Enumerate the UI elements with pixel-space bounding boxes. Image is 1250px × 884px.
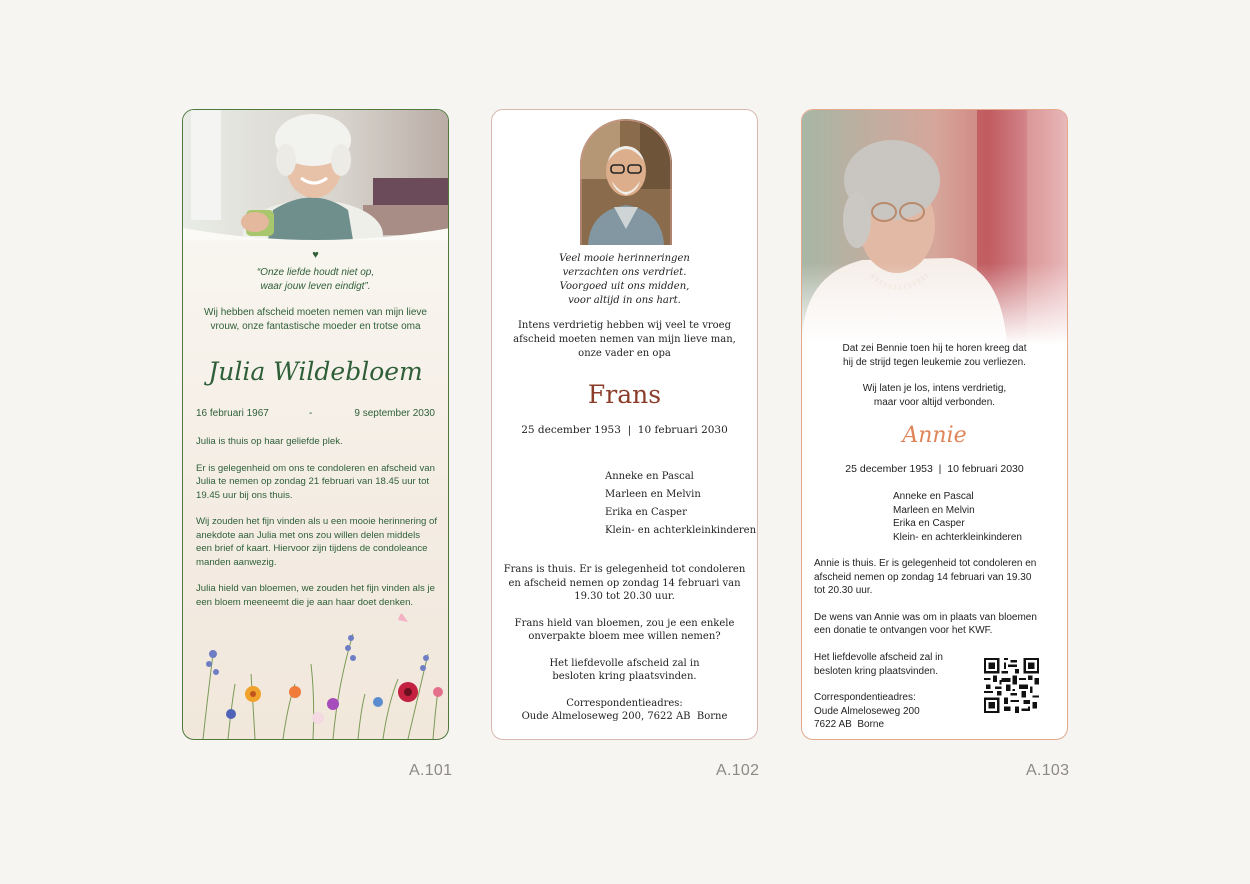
- paragraph-line: Het liefdevolle afscheid zal in: [549, 657, 700, 669]
- product-code: A.101: [409, 762, 453, 779]
- poem: [492, 252, 757, 308]
- family-member: Erika en Casper: [605, 507, 687, 518]
- card-frans: [491, 109, 758, 740]
- body-text: [196, 435, 438, 622]
- family-member: Klein- en achterkleinkinderen: [605, 525, 757, 536]
- intro-line: Dat zei Bennie toen hij te horen kreeg dat: [842, 343, 1027, 354]
- quote-line: waar jouw leven eindigt”.: [260, 281, 371, 292]
- paragraph: [502, 563, 747, 604]
- paragraph: [502, 617, 747, 644]
- paragraph: [814, 691, 964, 732]
- dates: [196, 408, 435, 422]
- paragraph: [802, 342, 1067, 369]
- card-annie: [801, 109, 1068, 740]
- paragraph: [502, 657, 747, 684]
- deceased-name: Annie: [902, 423, 967, 448]
- paragraph-line: 19.30 tot 20.30 uur.: [574, 591, 675, 602]
- intro-line: maar voor altijd verbonden.: [873, 396, 996, 408]
- paragraph-line: Correspondentieadres:: [814, 692, 916, 703]
- paragraph-line: Het liefdevolle afscheid zal in: [814, 652, 943, 663]
- qr-code-icon: [984, 658, 1039, 713]
- paragraph-line: Oude Almeloseweg 200: [814, 705, 920, 717]
- product-code: A.103: [1026, 762, 1070, 779]
- intro-line: afscheid moeten nemen van mijn lieve man,: [513, 334, 736, 345]
- paragraph-line: besloten kring plaatsvinden.: [814, 665, 938, 677]
- paragraph-line: besloten kring plaatsvinden.: [552, 671, 697, 682]
- family-member: Anneke en Pascal: [893, 491, 974, 502]
- dates: 25 december 1953 | 10 februari 2030: [845, 463, 1024, 475]
- dates: 25 december 1953 | 10 februari 2030: [521, 424, 728, 436]
- intro-text: [492, 319, 757, 361]
- family-member: Marleen en Melvin: [605, 489, 701, 500]
- product-code: A.102: [716, 762, 760, 779]
- paragraph: [814, 557, 1057, 598]
- body-text: [814, 557, 1057, 651]
- family-list: [893, 490, 1022, 544]
- date-separator: -: [309, 408, 313, 419]
- paragraph-line: 7622 AB Borne: [814, 719, 885, 730]
- intro-line: hij de strijd tegen leukemie zou verliezen.: [843, 356, 1026, 368]
- poem-line: Veel mooie herinneringen: [559, 253, 690, 264]
- family-member: Klein- en achterkleinkinderen: [893, 531, 1022, 543]
- paragraph-line: onverpakte bloem mee willen nemen?: [528, 631, 721, 642]
- paragraph-line: De wens van Annie was om in plaats van bloemen: [814, 611, 1037, 623]
- photo-woman-with-cup: [183, 110, 449, 240]
- intro-line: Wij laten je los, intens verdrietig,: [862, 383, 1007, 394]
- paragraph-line: Frans is thuis. Er is gelegenheid tot condoleren: [503, 564, 746, 575]
- photo-elderly-woman: [802, 110, 1068, 345]
- intro-text: [802, 342, 1067, 422]
- date-death: 9 september 2030: [354, 408, 435, 419]
- body-text: [502, 563, 747, 737]
- intro-line: onze vader en opa: [578, 348, 671, 359]
- quote-line: “Onze liefde houdt niet op,: [256, 267, 375, 278]
- paragraph-line: afscheid nemen op zondag 14 februari van 19.30: [814, 571, 1032, 583]
- paragraph-line: Frans hield van bloemen, zou je een enkele: [514, 617, 735, 629]
- intro-line: Intens verdrietig hebben wij veel te vroeg: [517, 320, 731, 331]
- heart-icon: ♥: [312, 249, 319, 261]
- paragraph: Julia hield van bloemen, we zouden het fijn vinden als je een bloem meeneemt die je aan haar doet denken.: [196, 583, 435, 608]
- paragraph: [814, 651, 964, 678]
- family-member: Anneke en Pascal: [605, 471, 694, 482]
- family-member: Erika en Casper: [893, 518, 965, 529]
- footer-text: [814, 651, 964, 740]
- poem-line: voor altijd in ons hart.: [568, 295, 681, 306]
- paragraph-line: tot 20.30 uur.: [814, 585, 873, 596]
- deceased-name: Julia Wildebloem: [208, 357, 423, 386]
- paragraph-line: en afscheid nemen op zondag 14 februari van: [508, 577, 741, 589]
- quote: [183, 266, 448, 294]
- paragraph: [802, 382, 1067, 409]
- poem-line: verzachten ons verdriet.: [562, 267, 687, 278]
- paragraph-line: Annie is thuis. Er is gelegenheid tot condoleren en: [814, 558, 1037, 569]
- date-birth: 16 februari 1967: [196, 408, 269, 419]
- photo-elderly-man-arch: [580, 119, 672, 245]
- card-julia: [182, 109, 449, 740]
- intro-text: Wij hebben afscheid moeten nemen van mijn lieve vrouw, onze fantastische moeder en trotse oma: [204, 307, 427, 332]
- paragraph-line: Oude Almeloseweg 200, 7622 AB Borne: [521, 711, 728, 722]
- paragraph-line: Correspondentieadres:: [566, 697, 683, 709]
- wildflowers-illustration: [183, 614, 449, 739]
- paragraph: Julia is thuis op haar geliefde plek.: [196, 436, 343, 447]
- paragraph-line: een donatie te ontvangen voor het KWF.: [814, 625, 993, 636]
- family-member: Marleen en Melvin: [893, 504, 975, 516]
- paragraph: [814, 611, 1057, 638]
- family-list: [605, 468, 756, 540]
- deceased-name: Frans: [587, 380, 662, 409]
- paragraph: Er is gelegenheid om ons te condoleren en afscheid van Julia te nemen op zondag 21 februari van 18.45 uur tot 19.45 uur bij ons thuis.: [196, 462, 435, 501]
- paragraph: [502, 697, 747, 724]
- poem-line: Voorgoed uit ons midden,: [559, 281, 690, 292]
- paragraph: Wij zouden het fijn vinden als u een mooie herinnering of anekdote aan Julia met ons zou willen delen middels een brief of kaart. Hiervoor zijn tijdens de condoleance manden aanwezig.: [196, 516, 438, 568]
